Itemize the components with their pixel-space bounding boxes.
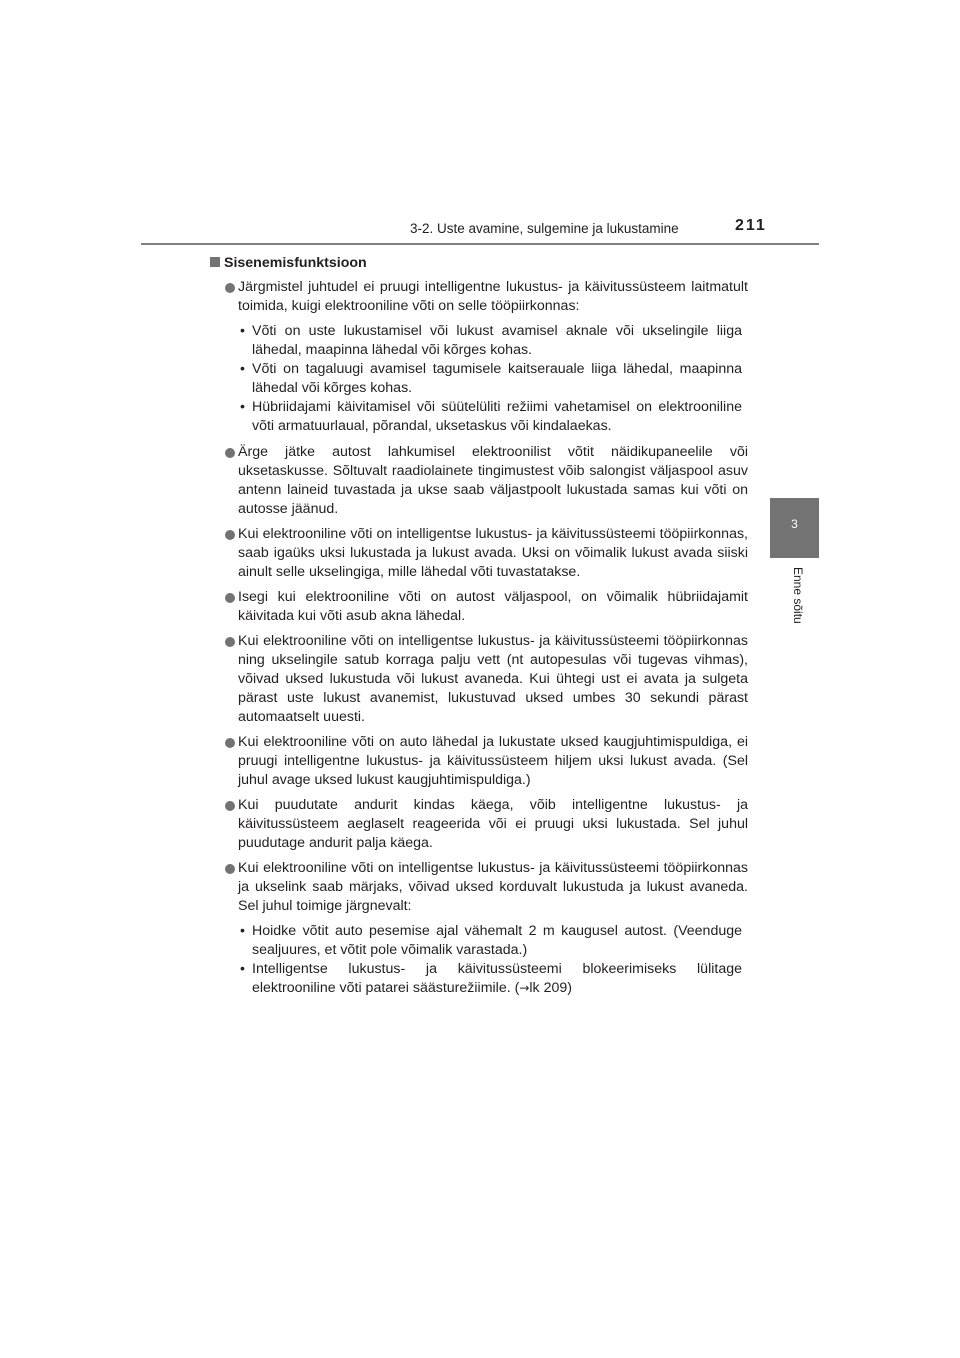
page-body	[210, 254, 748, 1005]
sub-list-item-text: Hoidke võtit auto pesemise ajal vähemalt 2 m kaugusel autost. (Veenduge sealjuures, et võtit pole võimalik varastada.)	[252, 923, 742, 958]
list-item-text: Järgmistel juhtudel ei pruugi intelligentne lukustus- ja käivitussüsteem laitmatult toimida, kuigi elektrooniline võti on selle tööpiirkonnas:	[238, 279, 748, 314]
list-item	[210, 525, 748, 582]
list-item-text: Kui elektrooniline võti on intelligentse lukustus- ja käivitussüsteemi tööpiirkonnas ja ukselink saab märjaks, võivad uksed korduvalt lukustuda ja lukust avaneda. Sel juhul toimige järgnevalt:	[238, 860, 748, 914]
page-reference-link[interactable]: lk 209)	[529, 980, 572, 996]
list-item	[210, 443, 748, 519]
list-item	[210, 796, 748, 853]
circle-bullet-icon	[225, 283, 235, 293]
list-item-text: Kui elektrooniline võti on intelligentse lukustus- ja käivitussüsteemi tööpiirkonnas ning ukselingile satub korraga palju vett (nt autopesulas või tugevas vihmas), võivad uksed lukustuda või lukust avaneda. Kui ühtegi ust ei avata ja sulgeta pärast uste lukust avanemist, lukustuvad uksed umbes 30 sekundi pärast automaatselt uuesti.	[238, 633, 748, 725]
circle-bullet-icon	[225, 637, 235, 647]
sub-list-item	[210, 398, 748, 436]
list-item-text: Isegi kui elektrooniline võti on autost väljaspool, on võimalik hübriidajamit käivitada kui võti asub akna lähedal.	[238, 589, 748, 624]
list-item	[210, 733, 748, 790]
sub-list-item-text: Võti on uste lukustamisel või lukust avamisel aknale või ukselingile liiga lähedal, maapinna lähedal või kõrges kohas.	[252, 323, 742, 358]
list-item-text: Kui elektrooniline võti on auto lähedal ja lukustate uksed kaugjuhtimispuldiga, ei pruugi intelligentne lukustus- ja käivitussüsteem hiljem uksi lukust avada. (Sel juhul avage uksed lukust kaugjuhtimispuldiga.)	[238, 734, 748, 788]
list-item	[210, 588, 748, 626]
sub-list-item	[210, 922, 748, 960]
section-heading	[210, 254, 748, 273]
sub-list-item	[210, 322, 748, 360]
dot-marker-icon: •	[240, 323, 245, 339]
arrow-right-icon: →	[519, 981, 530, 995]
sub-list-item-text: Hübriidajami käivitamisel või süütelüliti režiimi vahetamisel on elektrooniline võti armatuurlaual, põrandal, uksetaskus või kindalaekas.	[252, 399, 742, 434]
page-number: 211	[735, 217, 767, 234]
chapter-number: 3	[791, 517, 798, 531]
header-section-title: 3-2. Uste avamine, sulgemine ja lukustamine	[410, 221, 679, 236]
circle-bullet-icon	[225, 864, 235, 874]
dot-marker-icon: •	[240, 361, 245, 377]
sub-list-item-text: Võti on tagaluugi avamisel tagumisele kaitserauale liiga lähedal, maapinna lähedal või kõrges kohas.	[252, 361, 742, 396]
list-item-text: Kui puudutate andurit kindas käega, võib intelligentne lukustus- ja käivitussüsteem aeglaselt reageerida või ei pruugi uksi lukustada. Sel juhul puudutage andurit palja käega.	[238, 797, 748, 851]
list-item-text: Ärge jätke autost lahkumisel elektroonilist võtit näidikupaneelile või uksetaskusse. Sõltuvalt raadiolainete tingimustest võib salongist väljaspool asuv antenn laineid tuvastada ja ukse saab väljastpoolt lukustada samas kui võti on autosse jäänud.	[238, 444, 748, 517]
chapter-label: Enne sõitu	[791, 567, 805, 624]
section-title: Sisenemisfunktsioon	[224, 255, 367, 271]
circle-bullet-icon	[225, 530, 235, 540]
square-bullet-icon	[210, 257, 220, 267]
sub-list	[210, 922, 748, 998]
list-item	[210, 859, 748, 916]
sub-list-item	[210, 360, 748, 398]
circle-bullet-icon	[225, 448, 235, 458]
dot-marker-icon: •	[240, 923, 245, 939]
sub-list-item-text: Intelligentse lukustus- ja käivitussüsteemi blokeerimiseks lülitage elektrooniline võti patarei säästurežiimile. (	[252, 961, 742, 996]
header-divider	[141, 243, 819, 245]
circle-bullet-icon	[225, 593, 235, 603]
chapter-tab	[770, 498, 819, 558]
circle-bullet-icon	[225, 738, 235, 748]
list-item	[210, 632, 748, 727]
sub-list	[210, 322, 748, 436]
list-item	[210, 278, 748, 316]
circle-bullet-icon	[225, 801, 235, 811]
sub-list-item	[210, 960, 748, 998]
list-item-text: Kui elektrooniline võti on intelligentse lukustus- ja käivitussüsteemi tööpiirkonnas, saab igaüks uksi lukustada ja lukust avada. Uksi on võimalik lukust avada siiski ainult selle ukselingiga, mille lähedal võti tuvastatakse.	[238, 526, 748, 580]
dot-marker-icon: •	[240, 961, 245, 977]
dot-marker-icon: •	[240, 399, 245, 415]
